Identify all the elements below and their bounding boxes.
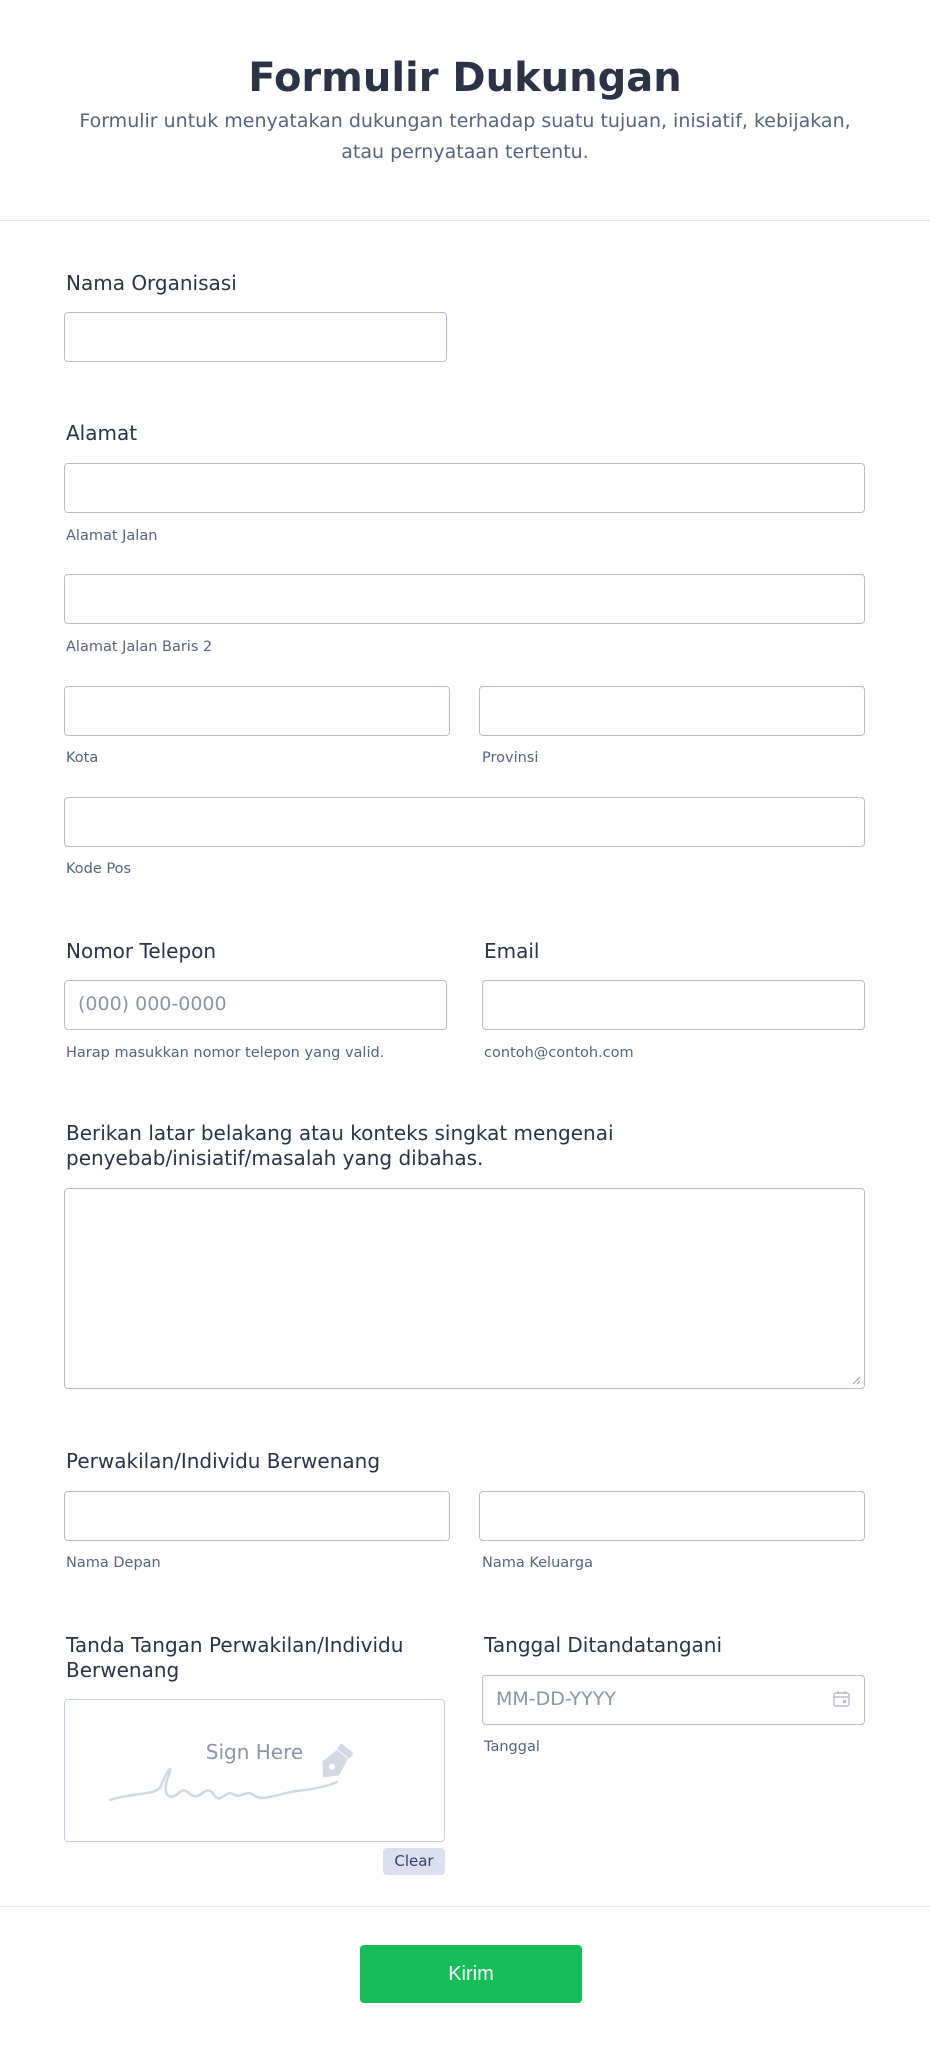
phone-sublabel: Harap masukkan nomor telepon yang valid. xyxy=(66,1045,385,1061)
postal-code-sublabel: Kode Pos xyxy=(66,861,132,877)
signed-date-placeholder: MM-DD-YYYY xyxy=(496,1688,616,1710)
footer-divider xyxy=(0,1906,930,1907)
email-sublabel: contoh@contoh.com xyxy=(484,1045,634,1061)
form-title: Formulir Dukungan xyxy=(248,55,682,101)
signature-scribble-icon xyxy=(105,1740,405,1820)
clear-signature-button[interactable]: Clear xyxy=(383,1848,445,1875)
province-sublabel: Provinsi xyxy=(482,750,539,766)
first-name-input[interactable] xyxy=(64,1491,450,1541)
street-address-input[interactable] xyxy=(64,463,865,513)
last-name-sublabel: Nama Keluarga xyxy=(482,1555,593,1571)
sign-here-text: Sign Here xyxy=(205,1740,304,1764)
email-input[interactable] xyxy=(482,980,865,1030)
signed-date-sublabel: Tanggal xyxy=(484,1739,540,1755)
last-name-input[interactable] xyxy=(479,1491,865,1541)
form-subtitle: Formulir untuk menyatakan dukungan terhadap suatu tujuan, inisiatif, kebijakan, atau pernyataan tertentu. xyxy=(79,110,851,163)
city-input[interactable] xyxy=(64,686,450,736)
street-address-line2-sublabel: Alamat Jalan Baris 2 xyxy=(66,639,213,655)
org-name-input[interactable] xyxy=(64,312,447,362)
province-input[interactable] xyxy=(479,686,865,736)
signed-date-label: Tanggal Ditandatangani xyxy=(484,1633,723,1657)
phone-label: Nomor Telepon xyxy=(66,939,217,963)
address-label: Alamat xyxy=(66,421,138,445)
submit-button[interactable]: Kirim xyxy=(360,1945,582,2003)
city-sublabel: Kota xyxy=(66,750,99,766)
resize-grip-icon[interactable] xyxy=(851,1375,861,1385)
first-name-sublabel: Nama Depan xyxy=(66,1555,161,1571)
representative-label: Perwakilan/Individu Berwenang xyxy=(66,1449,381,1473)
phone-input[interactable] xyxy=(64,980,447,1030)
background-textarea[interactable] xyxy=(64,1188,865,1389)
phone-placeholder: (000) 000-0000 xyxy=(78,993,227,1015)
signed-date-input[interactable] xyxy=(482,1675,865,1725)
street-address-line2-input[interactable] xyxy=(64,574,865,624)
form-header xyxy=(0,0,930,221)
calendar-icon[interactable] xyxy=(832,1689,852,1709)
signature-label: Tanda Tangan Perwakilan/Individu Berwenang xyxy=(66,1633,404,1682)
street-address-sublabel: Alamat Jalan xyxy=(66,528,158,544)
background-label: Berikan latar belakang atau konteks singkat mengenai penyebab/inisiatif/masalah yang dibahas. xyxy=(66,1121,614,1170)
org-name-label: Nama Organisasi xyxy=(66,271,237,295)
postal-code-input[interactable] xyxy=(64,797,865,847)
signature-pad[interactable] xyxy=(64,1699,445,1842)
email-label: Email xyxy=(484,939,540,963)
